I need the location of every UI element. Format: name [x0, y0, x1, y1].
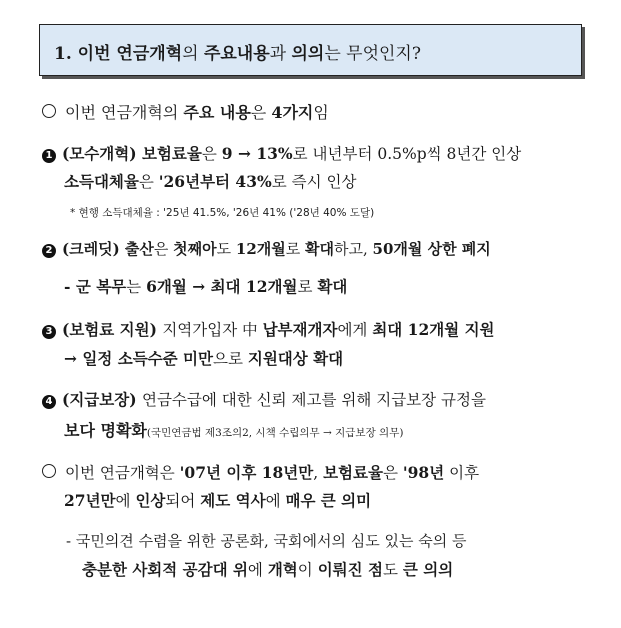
significance-detail-line-2	[82, 558, 453, 580]
section-title-box	[39, 24, 582, 76]
text-part: '07년 이후 18년만	[179, 463, 314, 482]
text-part: → 일정 소득수준 미만	[64, 349, 213, 368]
significance-line-2	[64, 489, 371, 511]
text-part: 큰 의의	[402, 560, 454, 579]
text-part: 도	[216, 240, 236, 258]
item-3-line-2	[64, 347, 343, 369]
text-part: 은	[138, 173, 159, 191]
text-part: 이후	[444, 464, 480, 482]
text-part: 보험료율	[323, 463, 383, 482]
text-part: 로	[297, 278, 318, 296]
text-part: 50개월 상한 폐지	[372, 240, 491, 258]
text-part: '26년부터 43%	[158, 172, 272, 191]
text-part: 개혁	[267, 560, 298, 579]
text-part: 지원대상 확대	[247, 349, 344, 368]
text-part: 인상	[135, 491, 166, 510]
text-part: 도	[382, 561, 403, 579]
title-part: 의	[182, 44, 204, 64]
number-1-icon: 1	[42, 149, 56, 163]
text-part: 이뤄진 점	[317, 560, 383, 579]
text-part: 에	[115, 492, 136, 510]
text-part: ,	[313, 464, 324, 482]
text-part: 지역가입자 中	[162, 321, 263, 339]
text-part: 에	[265, 492, 286, 510]
item-4-line-1	[42, 388, 486, 410]
text-part: 확대	[305, 240, 334, 258]
text-part: 로	[285, 240, 306, 258]
summary-line	[42, 100, 329, 123]
item-3-line-1	[42, 318, 495, 340]
text-part: 임	[313, 103, 329, 122]
item-1-line-1	[42, 142, 521, 164]
text-part: 소득대체율	[64, 172, 139, 191]
text-part: 9 → 13%	[221, 144, 293, 163]
text-part: (보험료 지원)	[62, 320, 163, 339]
item-1-line-2	[64, 170, 356, 192]
text-part: 납부재개자	[262, 320, 338, 339]
text-part: (지급보장)	[62, 390, 142, 409]
title-part: 는 무엇인지?	[324, 44, 421, 64]
text-part: 4가지	[271, 103, 314, 122]
text-part: 로 내년부터 0.5%p씩 8년간 인상	[292, 145, 522, 163]
title-part: 1. 이번 연금개혁	[54, 44, 183, 64]
number-3-icon: 3	[42, 325, 56, 339]
text-part: 최대 12개월 지원	[372, 320, 495, 339]
section-title	[54, 39, 421, 64]
text-part: 이	[297, 561, 318, 579]
text-part: 하고,	[334, 240, 373, 258]
text-part: 확대	[317, 277, 348, 296]
number-4-icon: 4	[42, 395, 56, 409]
circle-bullet-icon	[42, 104, 56, 118]
text-part: 은	[250, 103, 272, 122]
text-part: 주요 내용	[183, 103, 251, 122]
text-part: (모수개혁) 보험료율	[62, 144, 202, 163]
significance-detail-line-1: - 국민의견 수렴을 위한 공론화, 국회에서의 심도 있는 숙의 등	[66, 532, 467, 550]
item-2-line-1	[42, 238, 491, 259]
circle-bullet-icon	[42, 464, 56, 478]
item-4-line-2	[64, 418, 403, 441]
text-part: '98년	[402, 463, 445, 482]
text-part: 6개월 → 최대 12개월	[146, 277, 298, 296]
text-part: 연금수급에 대한 신뢰 제고를 위해 지급보장 규정을	[141, 391, 486, 409]
text-part: 에	[247, 561, 268, 579]
text-part: 매우 큰 의미	[285, 491, 372, 510]
text-part: 에게	[337, 321, 373, 339]
text-part: 첫째아	[173, 240, 217, 258]
title-part: 주요내용	[203, 44, 270, 64]
text-part: 은	[382, 464, 403, 482]
text-part: 보다 명확화	[64, 421, 147, 440]
text-part: 는	[126, 278, 147, 296]
title-part: 의의	[291, 44, 325, 64]
text-part: 이번 연금개혁의	[65, 103, 184, 122]
text-part: 으로	[212, 350, 248, 368]
text-part: 제도 역사	[200, 491, 266, 510]
significance-line-1	[42, 461, 479, 483]
text-part: 충분한 사회적 공감대 위	[82, 560, 248, 579]
text-part: - 군 복무	[64, 277, 127, 296]
text-part: 은	[153, 240, 174, 258]
number-2-icon: 2	[42, 244, 56, 258]
text-part: 은	[201, 145, 222, 163]
text-part: 27년만	[64, 491, 116, 510]
text-part: (국민연금법 제3조의2, 시책 수립의무 → 지급보장 의무)	[146, 427, 404, 439]
item-1-note: * 현행 소득대체율 : '25년 41.5%, '26년 41% ('28년 40% 도달)	[70, 207, 375, 219]
text-part: 되어	[165, 492, 201, 510]
text-part: (크레딧) 출산	[62, 240, 154, 258]
text-part: 12개월	[235, 240, 286, 258]
text-part: 이번 연금개혁은	[65, 464, 180, 482]
text-part: 로 즉시 인상	[271, 173, 357, 191]
item-2-line-2	[64, 275, 347, 297]
title-part: 과	[269, 44, 292, 64]
